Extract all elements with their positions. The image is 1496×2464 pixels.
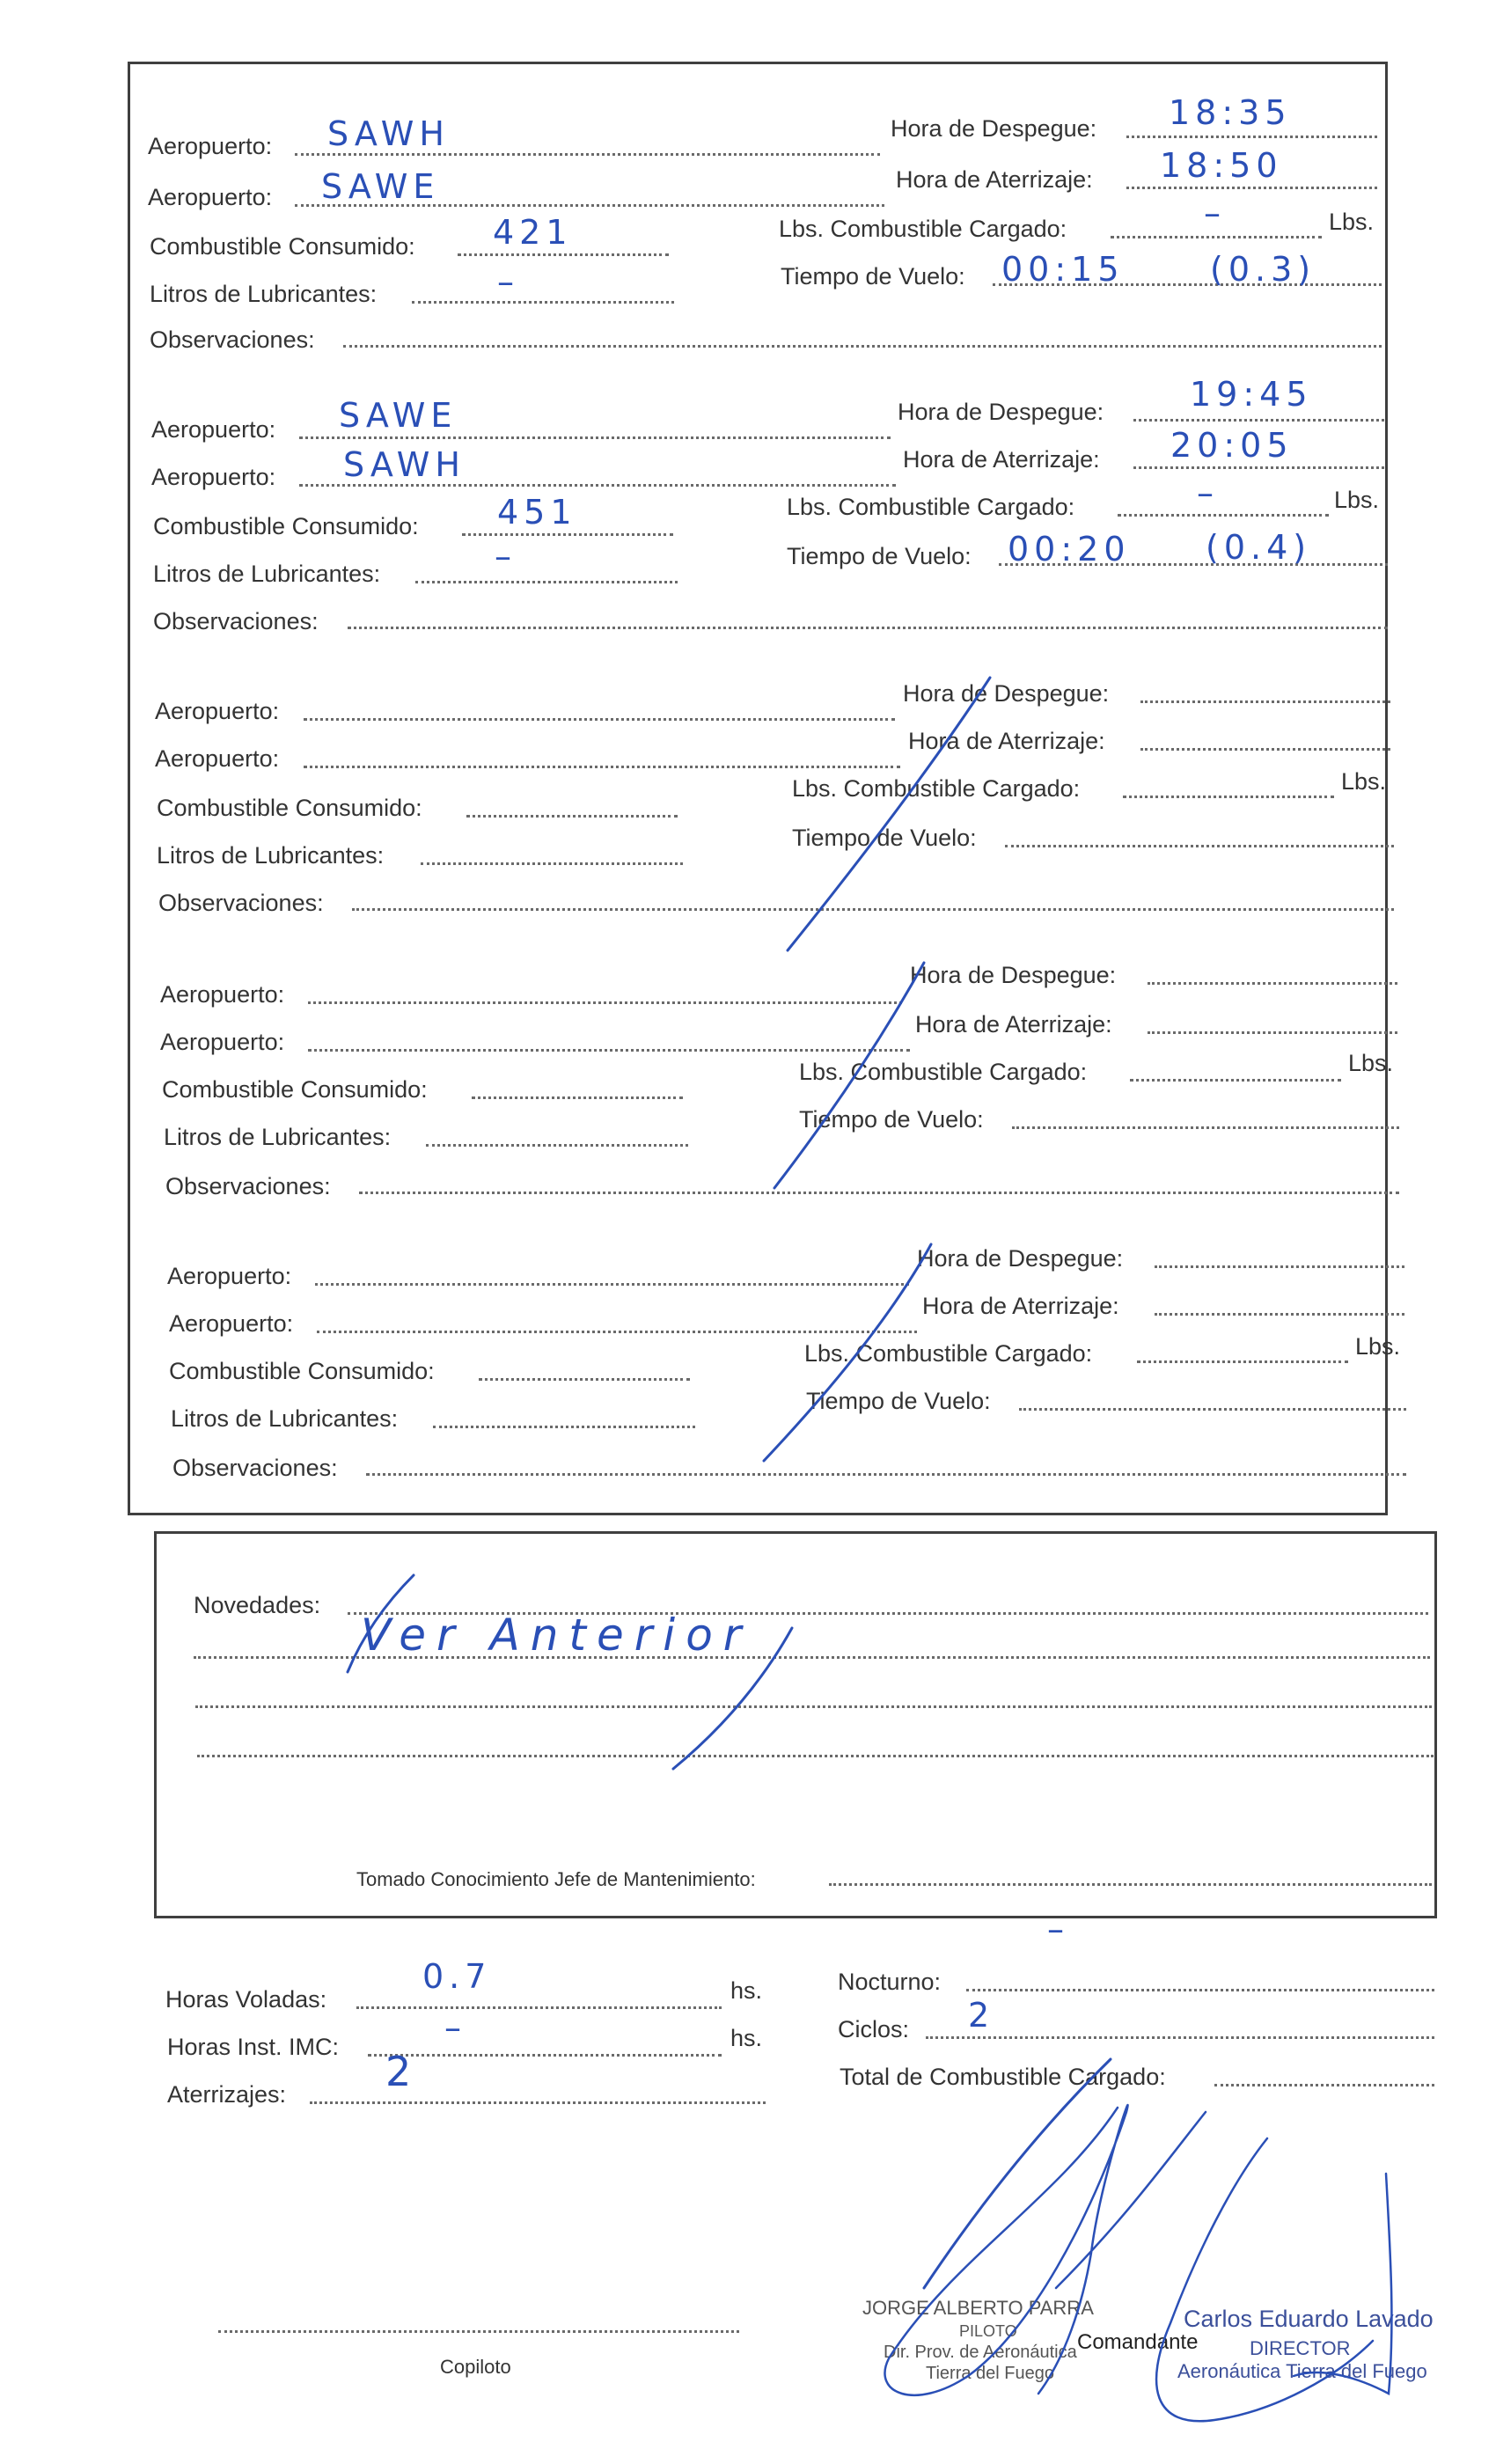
lbs-combustible-value[interactable]: – bbox=[1197, 473, 1219, 512]
hora-despegue-label: Hora de Despegue: bbox=[891, 115, 1097, 142]
hora-despegue-value[interactable]: 18:35 bbox=[1169, 93, 1292, 132]
hora-aterrizaje-label: Hora de Aterrizaje: bbox=[908, 728, 1105, 754]
hs-unit-1: hs. bbox=[730, 1977, 763, 2004]
aeropuerto-1-value[interactable]: SAWE bbox=[339, 396, 458, 435]
aterrizajes-label: Aterrizajes: bbox=[167, 2081, 287, 2108]
litros-lubricantes-value[interactable]: – bbox=[495, 537, 517, 576]
combustible-consumido-label: Combustible Consumido: bbox=[162, 1076, 428, 1103]
lbs-unit: Lbs. bbox=[1341, 768, 1387, 795]
hs-unit-2: hs. bbox=[730, 2025, 763, 2051]
horas-imc-value[interactable]: – bbox=[444, 2008, 466, 2047]
total-combustible-label: Total de Combustible Cargado: bbox=[840, 2064, 1166, 2090]
nocturno-value[interactable]: – bbox=[1047, 1910, 1069, 1948]
aeropuerto-1-value[interactable]: SAWH bbox=[327, 114, 450, 153]
litros-lubricantes-label: Litros de Lubricantes: bbox=[157, 842, 385, 869]
hora-despegue-value[interactable]: 19:45 bbox=[1190, 375, 1313, 414]
stamp-director-name: Carlos Eduardo Lavado bbox=[1184, 2306, 1434, 2332]
stamp-director-title: DIRECTOR bbox=[1250, 2337, 1351, 2359]
stamp-pilot-region: Tierra del Fuego bbox=[926, 2364, 1054, 2383]
tiempo-vuelo-label: Tiempo de Vuelo: bbox=[806, 1388, 991, 1414]
lbs-combustible-label: Lbs. Combustible Cargado: bbox=[787, 494, 1075, 520]
stamp-pilot-title: PILOTO bbox=[959, 2322, 1017, 2340]
aeropuerto-2-label: Aeropuerto: bbox=[148, 184, 273, 210]
hora-despegue-label: Hora de Despegue: bbox=[910, 962, 1117, 988]
combustible-consumido-label: Combustible Consumido: bbox=[157, 795, 422, 821]
hora-despegue-label: Hora de Despegue: bbox=[898, 399, 1104, 425]
aeropuerto-1-label: Aeropuerto: bbox=[160, 981, 285, 1008]
stamp-pilot-org: Dir. Prov. de Aeronáutica bbox=[884, 2343, 1077, 2362]
tiempo-vuelo-label: Tiempo de Vuelo: bbox=[799, 1106, 984, 1133]
aeropuerto-1-label: Aeropuerto: bbox=[151, 416, 276, 443]
hora-despegue-label: Hora de Despegue: bbox=[917, 1245, 1124, 1272]
hora-aterrizaje-value[interactable]: 20:05 bbox=[1170, 426, 1294, 465]
aeropuerto-1-label: Aeropuerto: bbox=[155, 698, 280, 724]
jefe-mantenimiento-label: Tomado Conocimiento Jefe de Mantenimiento: bbox=[356, 1868, 756, 1890]
combustible-consumido-value[interactable]: 451 bbox=[497, 493, 577, 532]
aeropuerto-2-label: Aeropuerto: bbox=[155, 745, 280, 772]
hora-despegue-label: Hora de Despegue: bbox=[903, 680, 1110, 707]
aeropuerto-2-label: Aeropuerto: bbox=[160, 1029, 285, 1055]
lbs-combustible-label: Lbs. Combustible Cargado: bbox=[799, 1059, 1088, 1085]
aeropuerto-2-value[interactable]: SAWH bbox=[343, 445, 466, 484]
aeropuerto-1-label: Aeropuerto: bbox=[167, 1263, 292, 1289]
lbs-combustible-label: Lbs. Combustible Cargado: bbox=[779, 216, 1067, 242]
ciclos-value[interactable]: 2 bbox=[968, 1996, 995, 2035]
tiempo-vuelo-label: Tiempo de Vuelo: bbox=[781, 263, 965, 290]
novedades-panel bbox=[154, 1531, 1437, 1918]
tiempo-vuelo-value[interactable]: 00:15 bbox=[1001, 250, 1125, 289]
nocturno-label: Nocturno: bbox=[838, 1969, 942, 1995]
lbs-unit: Lbs. bbox=[1334, 487, 1380, 513]
aeropuerto-1-label: Aeropuerto: bbox=[148, 133, 273, 159]
combustible-consumido-label: Combustible Consumido: bbox=[153, 513, 419, 539]
combustible-consumido-label: Combustible Consumido: bbox=[150, 233, 415, 260]
lbs-combustible-label: Lbs. Combustible Cargado: bbox=[792, 775, 1081, 802]
litros-lubricantes-value[interactable]: – bbox=[497, 262, 519, 301]
aterrizajes-value[interactable]: 2 bbox=[385, 2048, 417, 2095]
lbs-unit: Lbs. bbox=[1329, 209, 1375, 235]
observaciones-label: Observaciones: bbox=[150, 326, 315, 353]
aeropuerto-2-label: Aeropuerto: bbox=[169, 1310, 294, 1337]
comandante-label: Comandante bbox=[1077, 2330, 1199, 2354]
lbs-unit: Lbs. bbox=[1348, 1050, 1394, 1076]
hora-aterrizaje-label: Hora de Aterrizaje: bbox=[922, 1293, 1119, 1319]
tiempo-vuelo-label: Tiempo de Vuelo: bbox=[792, 825, 977, 851]
litros-lubricantes-label: Litros de Lubricantes: bbox=[164, 1124, 392, 1150]
litros-lubricantes-label: Litros de Lubricantes: bbox=[153, 561, 381, 587]
lbs-combustible-label: Lbs. Combustible Cargado: bbox=[804, 1340, 1093, 1367]
strike-line-totals bbox=[924, 2059, 1111, 2288]
tiempo-vuelo-label: Tiempo de Vuelo: bbox=[787, 543, 972, 569]
novedades-value[interactable]: Ver Anterior bbox=[361, 1610, 752, 1661]
combustible-consumido-value[interactable]: 421 bbox=[493, 213, 573, 252]
hora-aterrizaje-label: Hora de Aterrizaje: bbox=[896, 166, 1093, 193]
observaciones-label: Observaciones: bbox=[172, 1455, 338, 1481]
horas-voladas-label: Horas Voladas: bbox=[165, 1986, 327, 2013]
horas-imc-label: Horas Inst. IMC: bbox=[167, 2034, 340, 2060]
novedades-label: Novedades: bbox=[194, 1592, 321, 1618]
hora-aterrizaje-value[interactable]: 18:50 bbox=[1160, 146, 1283, 185]
aeropuerto-2-label: Aeropuerto: bbox=[151, 464, 276, 490]
tiempo-vuelo-decimal[interactable]: (0.3) bbox=[1210, 250, 1316, 289]
litros-lubricantes-label: Litros de Lubricantes: bbox=[171, 1405, 399, 1432]
observaciones-label: Observaciones: bbox=[153, 608, 319, 634]
observaciones-label: Observaciones: bbox=[158, 890, 324, 916]
observaciones-label: Observaciones: bbox=[165, 1173, 331, 1199]
litros-lubricantes-label: Litros de Lubricantes: bbox=[150, 281, 378, 307]
copiloto-label: Copiloto bbox=[440, 2356, 511, 2378]
horas-voladas-value[interactable]: 0.7 bbox=[422, 1957, 492, 1996]
stamp-pilot-name: JORGE ALBERTO PARRA bbox=[862, 2297, 1094, 2319]
ciclos-label: Ciclos: bbox=[838, 2016, 910, 2042]
combustible-consumido-label: Combustible Consumido: bbox=[169, 1358, 435, 1384]
lbs-combustible-value[interactable]: – bbox=[1204, 194, 1226, 232]
lbs-unit: Lbs. bbox=[1355, 1333, 1401, 1360]
aeropuerto-2-value[interactable]: SAWE bbox=[321, 167, 440, 206]
tiempo-vuelo-value[interactable]: 00:20 bbox=[1008, 530, 1131, 568]
hora-aterrizaje-label: Hora de Aterrizaje: bbox=[915, 1011, 1112, 1038]
hora-aterrizaje-label: Hora de Aterrizaje: bbox=[903, 446, 1100, 473]
stamp-director-org: Aeronáutica Tierra del Fuego bbox=[1177, 2360, 1427, 2382]
tiempo-vuelo-decimal[interactable]: (0.4) bbox=[1206, 528, 1312, 567]
